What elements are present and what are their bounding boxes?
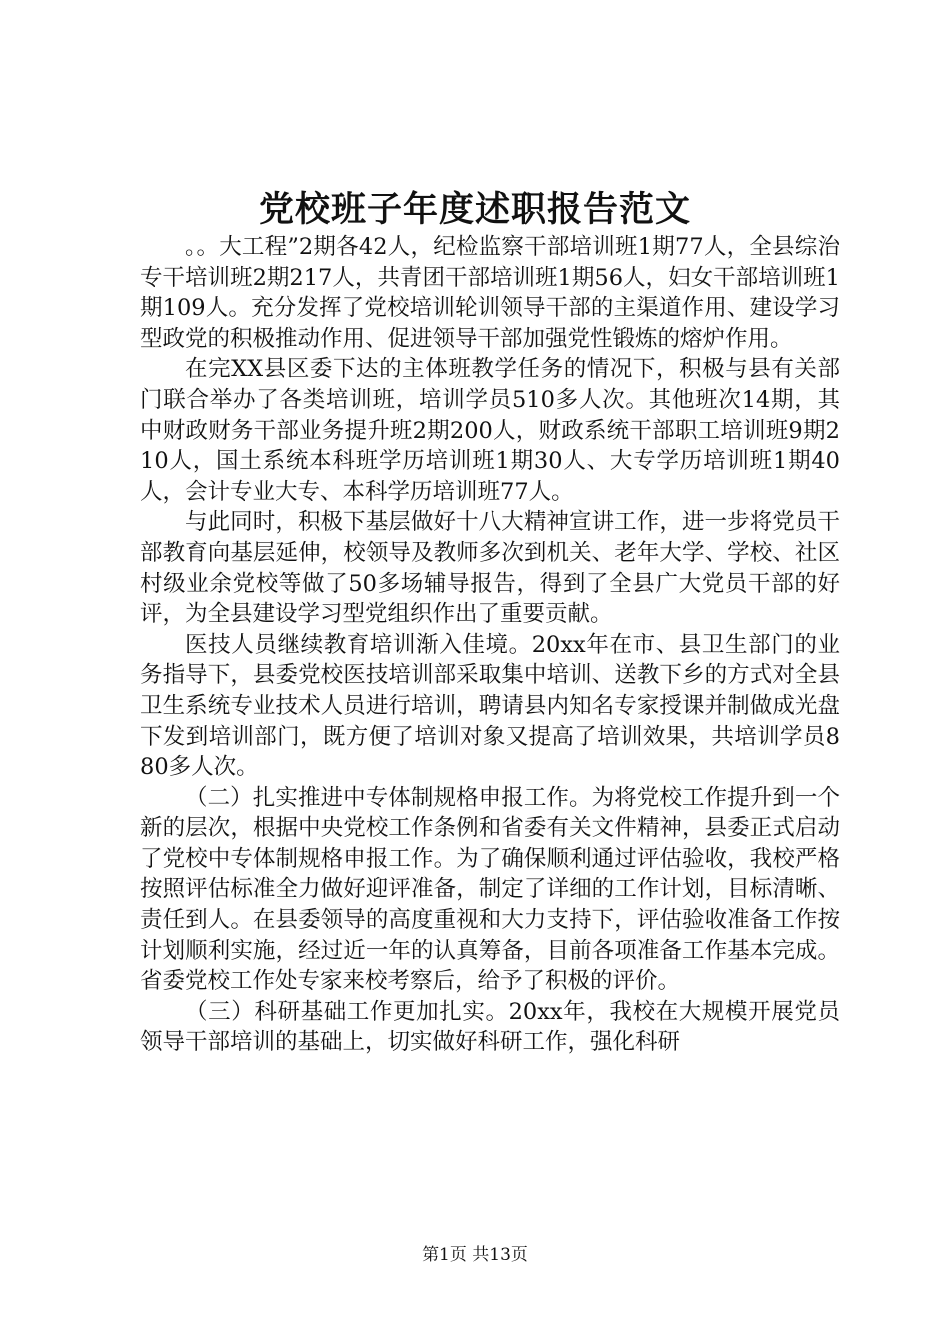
paragraph-2: 在完XX县区委下达的主体班教学任务的情况下，积极与县有关部门联合举办了各类培训班，培训学员510多人次。其他班次14期，其中财政财务干部业务提升班2期200人，财政系统干部职工培训班9期210人，国土系统本科班学历培训班1期30人、大专学历培训班1期40人，会计专业大专、本科学历培训班77人。 <box>140 356 840 505</box>
paragraph-5: （二）扎实推进中专体制规格申报工作。为将党校工作提升到一个新的层次，根据中央党校工作条例和省委有关文件精神，县委正式启动了党校中专体制规格申报工作。为了确保顺利通过评估验收，我校严格按照评估标准全力做好迎评准备，制定了详细的工作计划，目标清晰、责任到人。在县委领导的高度重视和大力支持下，评估验收准备工作按计划顺利实施，经过近一年的认真筹备，目前各项准备工作基本完成。省委党校工作处专家来校考察后，给予了积极的评价。 <box>140 784 840 995</box>
paragraph-6: （三）科研基础工作更加扎实。20xx年，我校在大规模开展党员领导干部培训的基础上，切实做好科研工作，强化科研 <box>140 998 840 1056</box>
page-footer: 第1页 共13页 <box>422 1245 528 1265</box>
document-body <box>140 232 840 1058</box>
document-title: 党校班子年度述职报告范文 <box>258 189 691 230</box>
paragraph-1: 。。大工程”2期各42人，纪检监察干部培训班1期77人，全县综治专干培训班2期217人，共青团干部培训班1期56人，妇女干部培训班1期109人。充分发挥了党校培训轮训领导干部的主渠道作用、建设学习型政党的积极推动作用、促进领导干部加强党性锻炼的熔炉作用。 <box>140 234 840 352</box>
paragraph-4: 医技人员继续教育培训渐入佳境。20xx年在市、县卫生部门的业务指导下，县委党校医技培训部采取集中培训、送教下乡的方式对全县卫生系统专业技术人员进行培训，聘请县内知名专家授课并制做成光盘下发到培训部门，既方便了培训对象又提高了培训效果，共培训学员880多人次。 <box>140 631 840 781</box>
paragraph-3: 与此同时，积极下基层做好十八大精神宣讲工作，进一步将党员干部教育向基层延伸，校领导及教师多次到机关、老年大学、学校、社区村级业余党校等做了50多场辅导报告，得到了全县广大党员干部的好评，为全县建设学习型党组织作出了重要贡献。 <box>140 509 840 628</box>
